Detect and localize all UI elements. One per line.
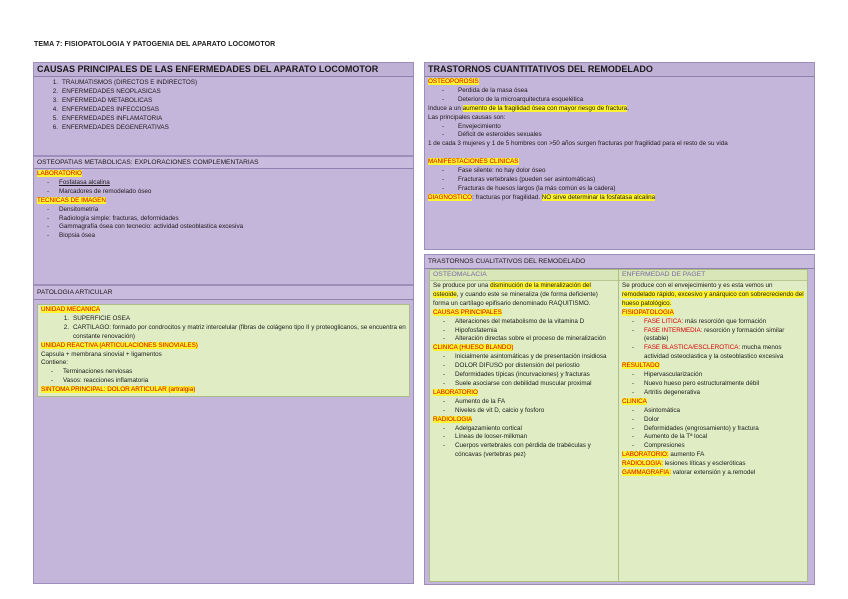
list-item: - Perdida de la masa ósea: [441, 86, 528, 94]
resultado-label: RESULTADO: [622, 362, 660, 370]
list-item: - Alteraciones del metabolismo de la vitamina D: [442, 317, 585, 325]
list-item: - Envejecimiento: [441, 122, 501, 130]
list-item: 6. ENFERMEDADES DEGENERATIVAS: [52, 123, 169, 131]
radiologia-label: RADIOLOGIA: [433, 415, 473, 423]
manifestaciones-label: MANIFESTACIONES CLINICAS: [428, 158, 519, 166]
cualitativos-panel: [424, 254, 815, 585]
list-item: - Fracturas de huesos largos (la más común es la cadera): [441, 184, 616, 192]
capsula-text: Capsula + membrana sinovial + ligamentos: [41, 350, 162, 358]
contiene-text: Contiene:: [41, 359, 68, 367]
induce-text: Induce a un aumento de la fragilidad ósea con mayor riesgo de fractura.: [428, 104, 629, 112]
causas-panel: [33, 62, 414, 156]
list-item: - Suele asociarse con debilidad muscular proximal: [442, 379, 592, 387]
sintoma-principal-label: SINTOMA PRINCIPAL: DOLOR ARTICULAR (artralgia): [41, 386, 196, 394]
list-item: - FASE BLASTICA/ESCLEROTICA: mucha menos actividad osteoclastica y la osteoblastico excesiva: [631, 344, 784, 361]
clinica-label: CLINICA (HUESO BLANDO): [433, 344, 514, 352]
cuantitativos-header: TRASTORNOS CUANTITATIVOS DEL REMODELADO: [425, 63, 814, 77]
list-item: - Hipofosfatemia: [442, 326, 497, 334]
list-item: 3. ENFERMEDAD METABOLICAS: [52, 96, 153, 104]
list-item: - Biopsia ósea: [46, 232, 96, 240]
osteomalacia-title: OSTEOMALACIA: [430, 270, 618, 281]
list-item: - Fosfatasa alcalina: [46, 178, 110, 186]
unidad-reactiva-label: UNIDAD REACTIVA (ARTICULACIONES SINOVIALES): [41, 341, 198, 349]
list-item: - Aumento de la FA: [442, 397, 506, 405]
causas-principales-label: CAUSAS PRINCIPALES: [433, 308, 502, 316]
stat-text: 1 de cada 3 mujeres y 1 de 5 hombres con >50 años surgen fracturas por fragilidad para el resto de su vida: [428, 140, 728, 148]
list-item: - Vasos: reacciones inflamatoria: [50, 377, 149, 385]
tecnicas-imagen-label: TECNICAS DE IMAGEN: [37, 196, 106, 204]
articular-header: PATOLOGIA ARTICULAR: [34, 286, 413, 300]
osteomalacia-intro: Se produce por una disminución de la mineralización del osteoide, y cuando este se mineraliza (de forma deficiente) forma un cartílago epifisario denominado RAQUITISMO.: [433, 282, 598, 307]
causas-header: CAUSAS PRINCIPALES DE LAS ENFERMEDADES DEL APARATO LOCOMOTOR: [34, 63, 413, 77]
list-item: - Inicialmente asintomáticas y de presentación insidiosa: [442, 353, 607, 361]
osteopatias-panel: [33, 156, 414, 285]
list-item: - Densitometría: [46, 205, 99, 213]
list-item: - Niveles de vit D, calcio y fosforo: [442, 406, 545, 414]
list-item: - Alteración directas sobre el proceso de mineralización: [442, 335, 606, 343]
list-item: 4. ENFERMEDADES INFECCIOSAS: [52, 105, 159, 113]
list-item: - FASE LITICA: más resorción que formación: [631, 317, 767, 325]
paget-radiologia: RADIOLOGIA: lesiones líticas y escleróticas: [622, 460, 746, 468]
unidad-mecanica-label: UNIDAD MECANICA: [41, 306, 101, 313]
list-item: - Deformidades típicas (incurvaciones) y fracturas: [442, 371, 590, 379]
causas-list: [34, 77, 413, 132]
list-item: - Adelgazamiento cortical: [442, 424, 522, 432]
paget-title: ENFERMEDAD DE PAGET: [619, 270, 807, 281]
cualitativos-header: TRASTORNOS CUALITATIVOS DEL REMODELADO: [425, 255, 814, 269]
cuantitativos-panel: [424, 62, 815, 250]
list-item: - Fase silente: no hay dolor óseo: [441, 167, 546, 175]
osteomalacia-column: [429, 269, 618, 582]
list-item: - Gammagrafía ósea con tecnecio: actividad osteoblastica excesiva: [46, 223, 244, 231]
list-item: - Hipervascularización: [631, 371, 703, 379]
paget-column: [618, 269, 808, 582]
osteopatias-header: OSTEOPATIAS METABOLICAS: EXPLORACIONES COMPLEMENTARIAS: [34, 157, 413, 169]
list-item: - Terminaciones nerviosas: [50, 368, 133, 376]
list-item: - Líneas de looser-milkman: [442, 433, 528, 441]
list-item: - DOLOR DIFUSO por distensión del periostio: [442, 362, 580, 370]
list-item: - Radiología simple: fracturas, deformidades: [46, 214, 179, 222]
fisiopatologia-label: FISIOPATOLOGIA: [622, 308, 674, 316]
list-item: - Aumento de la Tª local: [631, 433, 708, 441]
list-item: - Compresiones: [631, 442, 685, 450]
list-item: - Fracturas vertebrales (pueden ser asintomáticas): [441, 176, 596, 184]
list-item: - Déficit de esteroides sexuales: [441, 131, 542, 139]
list-item: 2. ENFERMEDADES NEOPLASICAS: [52, 87, 161, 95]
paget-laboratorio: LABORATORIO: aumento FA: [622, 451, 705, 459]
list-item: - Artritis degenerativa: [631, 388, 700, 396]
laboratorio-label: LABORATORIO: [433, 388, 478, 396]
document-title: TEMA 7: FISIOPATOLOGIA Y PATOGENIA DEL APARATO LOCOMOTOR: [34, 41, 276, 48]
paget-gammagrafia: GAMMAGRAFIA: valorar extensión y a.remodel: [622, 469, 756, 477]
causas-intro: Las principales causas son:: [428, 113, 506, 121]
list-item: - Cuerpos vertebrales con pérdida de trabéculas y cóncavas (vertebras pez): [442, 442, 591, 459]
list-item: - Nuevo hueso pero estructuralmente débil: [631, 379, 760, 387]
paget-intro: Se produce con el envejecimiento y es esta vemos un remodelado rápido, excesivo y anárquico con sobrecreciendo del hueso patológico.: [622, 282, 804, 307]
clinica-label: CLINICA: [622, 397, 647, 405]
list-item: - Marcadores de remodelado óseo: [46, 187, 152, 195]
articular-panel: [33, 285, 414, 584]
list-item: - Dolor: [631, 415, 660, 423]
osteoporosis-label: OSTEOPOROSIS: [428, 78, 479, 85]
list-item: 1. SUPERFICIE OSEA: [63, 314, 131, 322]
laboratorio-label: LABORATORIO: [37, 170, 82, 177]
list-item: - Deterioro de la microarquitectura esquelética: [441, 95, 584, 103]
list-item: - Asintomática: [631, 406, 681, 414]
list-item: 1. TRAUMATISMOS (DIRECTOS E INDIRECTOS): [52, 79, 198, 86]
diagnostico-text: DIAGNOSTICO: fracturas por fragilidad. NO sirve determinar la fosfatasa alcalina: [428, 193, 656, 201]
list-item: - FASE INTERMEDIA: resorción y formación similar (estable): [631, 326, 785, 343]
list-item: 2. CARTILAGO: formado por condrocitos y matriz intercelular (fibras de colágeno tipo II y proteoglicanos, se encuentra en constante renovación): [63, 323, 406, 340]
list-item: 5. ENFERMEDADES INFLAMATORIA: [52, 114, 163, 122]
list-item: - Deformidades (engrosamiento) y fractura: [631, 424, 759, 432]
articular-content: [37, 304, 410, 397]
